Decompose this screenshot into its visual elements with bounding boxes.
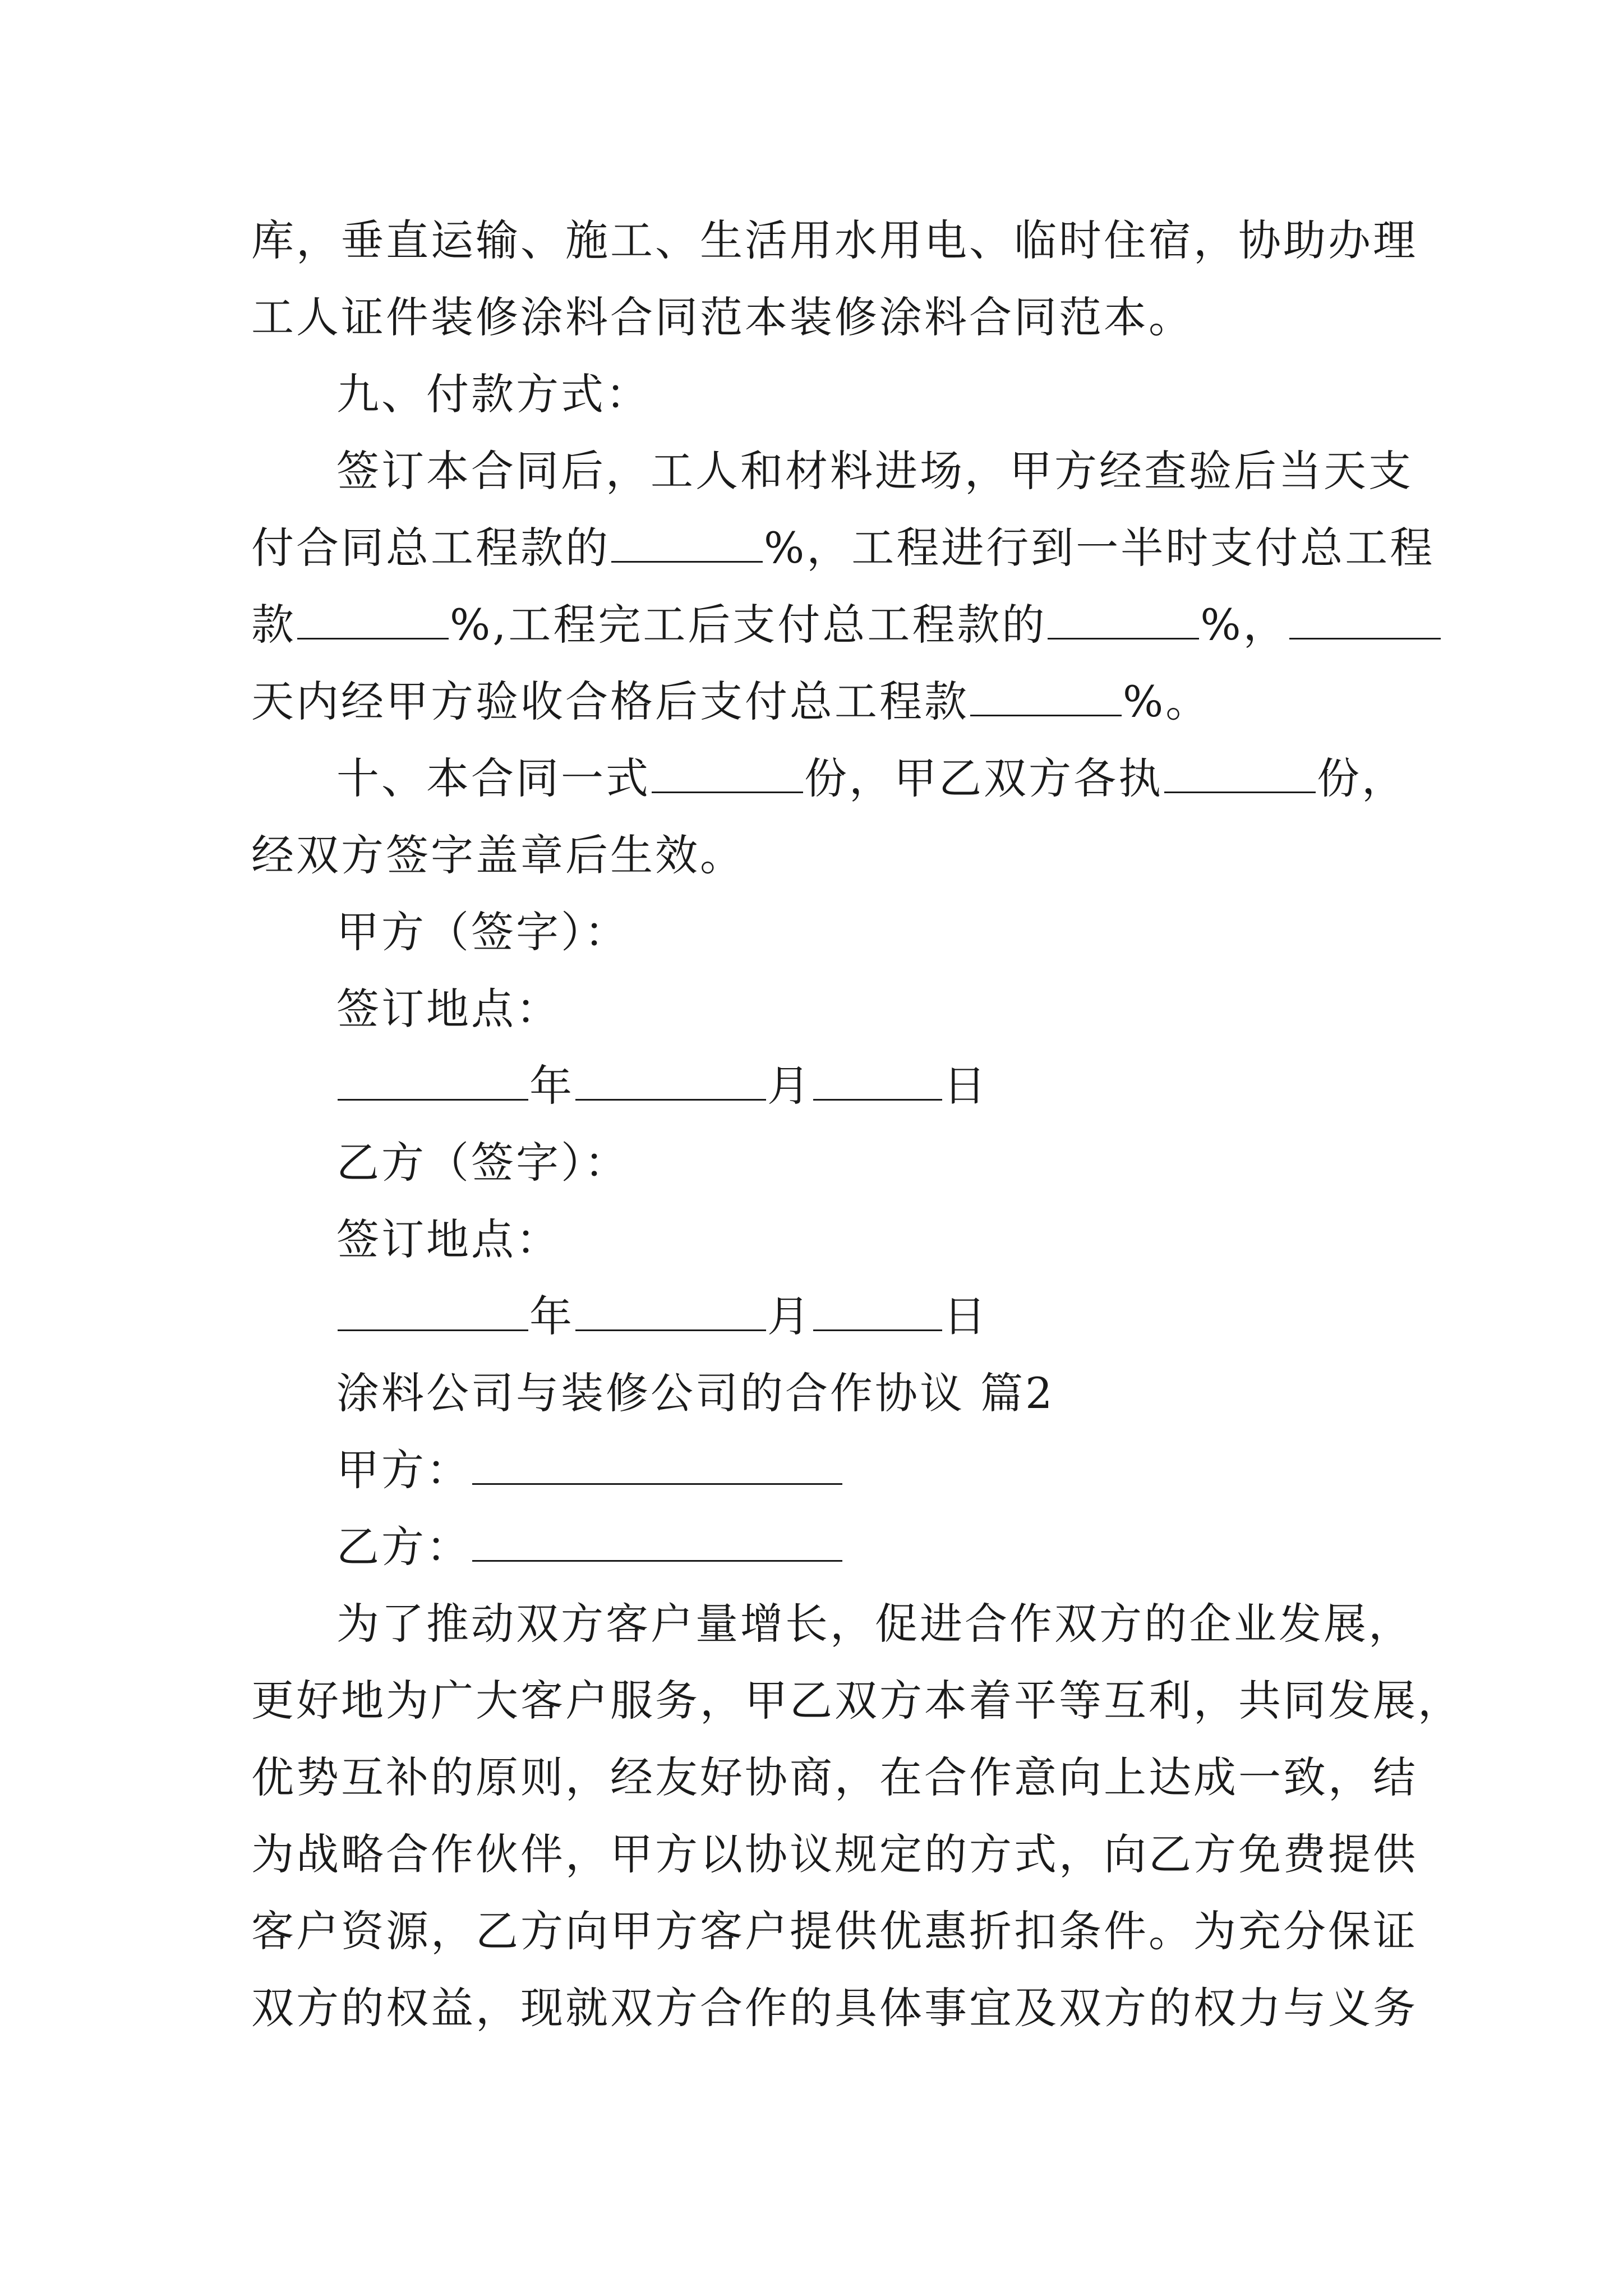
- section-heading-payment: [251, 356, 1390, 432]
- text-run: %,工程完工后支付总工程款的: [450, 600, 1047, 650]
- text-run: 份，: [1317, 753, 1407, 803]
- paragraph-line: [251, 1893, 1418, 1970]
- month-label: 月: [767, 1291, 812, 1341]
- paragraph-line: [251, 817, 1390, 894]
- text-run: 天内经甲方验收合格后支付总工程款: [251, 677, 969, 726]
- text-run: %，工程进行到一半时支付总工程: [764, 523, 1435, 573]
- fill-blank[interactable]: [611, 525, 763, 563]
- month-label: 月: [767, 1061, 812, 1111]
- fill-blank[interactable]: [970, 679, 1122, 716]
- agreement-title: [251, 1355, 1390, 1432]
- text-run: 签订本合同后，工人和材料进场，甲方经查验后当天支: [336, 446, 1413, 496]
- text-run: 九、付款方式：: [336, 369, 651, 419]
- paragraph-line: [251, 1739, 1418, 1816]
- text-run: 签订地点：: [336, 1214, 561, 1264]
- document-page: [251, 202, 1463, 2046]
- text-run: 库，垂直运输、施工、生活用水用电、临时住宿，协助办理: [251, 215, 1418, 265]
- party-b-signature-label: [251, 1124, 1390, 1201]
- party-a-date-line: [251, 1047, 1390, 1124]
- paragraph-line: [251, 1585, 1413, 1662]
- text-run: 乙方（签字）：: [336, 1138, 629, 1188]
- year-label: 年: [529, 1061, 574, 1111]
- paragraph-line: [251, 279, 1390, 356]
- paragraph-line: [251, 1816, 1418, 1893]
- text-run: 客户资源，乙方向甲方客户提供优惠折扣条件。为充分保证: [251, 1906, 1418, 1956]
- paragraph-line: [251, 1970, 1418, 2046]
- text-run: 十、本合同一式: [336, 753, 651, 803]
- text-run: 双方的权益，现就双方合作的具体事宜及双方的权力与义务: [251, 1983, 1418, 2033]
- day-blank[interactable]: [813, 1063, 942, 1101]
- text-run: 更好地为广大客户服务，甲乙双方本着平等互利，共同发展，: [251, 1676, 1463, 1726]
- text-run: 为战略合作伙伴，甲方以协议规定的方式，向乙方免费提供: [251, 1829, 1418, 1879]
- text-run: 甲方（签字）：: [336, 907, 629, 957]
- text-run: 为了推动双方客户量增长，促进合作双方的企业发展，: [336, 1599, 1413, 1649]
- day-label: 日: [943, 1291, 988, 1341]
- year-label: 年: [529, 1291, 574, 1341]
- text-run: 款: [251, 600, 296, 650]
- paragraph-line: [251, 432, 1413, 509]
- text-run: 签订地点：: [336, 984, 561, 1034]
- party-a-name-blank[interactable]: [472, 1447, 842, 1485]
- party-a-signature-label: [251, 894, 1390, 970]
- day-blank[interactable]: [813, 1294, 942, 1331]
- paragraph-line: [251, 202, 1418, 279]
- party-b-line: [251, 1508, 1390, 1585]
- text-run: 涂料公司与装修公司的合作协议 篇2: [336, 1368, 1055, 1418]
- paragraph-line: [251, 1662, 1463, 1739]
- fill-blank[interactable]: [297, 602, 449, 639]
- text-run: 工人证件装修涂料合同范本装修涂料合同范本。: [251, 292, 1193, 342]
- paragraph-line: [251, 663, 1390, 740]
- paragraph-line: [251, 586, 1390, 663]
- paragraph-line: [251, 509, 1435, 586]
- party-b-name-blank[interactable]: [472, 1524, 842, 1562]
- text-run: 甲方：: [336, 1445, 471, 1495]
- year-blank[interactable]: [338, 1063, 528, 1101]
- party-b-location-label: [251, 1201, 1390, 1278]
- text-run: 优势互补的原则，经友好协商，在合作意向上达成一致，结: [251, 1752, 1418, 1802]
- party-b-date-line: [251, 1278, 1390, 1355]
- text-run: 经双方签字盖章后生效。: [251, 830, 745, 880]
- fill-blank[interactable]: [1289, 602, 1441, 639]
- day-label: 日: [943, 1061, 988, 1111]
- fill-blank[interactable]: [652, 756, 803, 793]
- text-run: %，: [1200, 600, 1288, 650]
- month-blank[interactable]: [575, 1063, 766, 1101]
- text-run: 付合同总工程款的: [251, 523, 610, 573]
- fill-blank[interactable]: [1048, 602, 1199, 639]
- party-a-line: [251, 1432, 1390, 1508]
- month-blank[interactable]: [575, 1294, 766, 1331]
- year-blank[interactable]: [338, 1294, 528, 1331]
- text-run: 乙方：: [336, 1522, 471, 1572]
- text-run: 份，甲乙双方各执: [804, 753, 1163, 803]
- party-a-location-label: [251, 970, 1390, 1047]
- fill-blank[interactable]: [1164, 756, 1316, 793]
- text-run: %。: [1123, 677, 1211, 726]
- paragraph-line: [251, 740, 1407, 817]
